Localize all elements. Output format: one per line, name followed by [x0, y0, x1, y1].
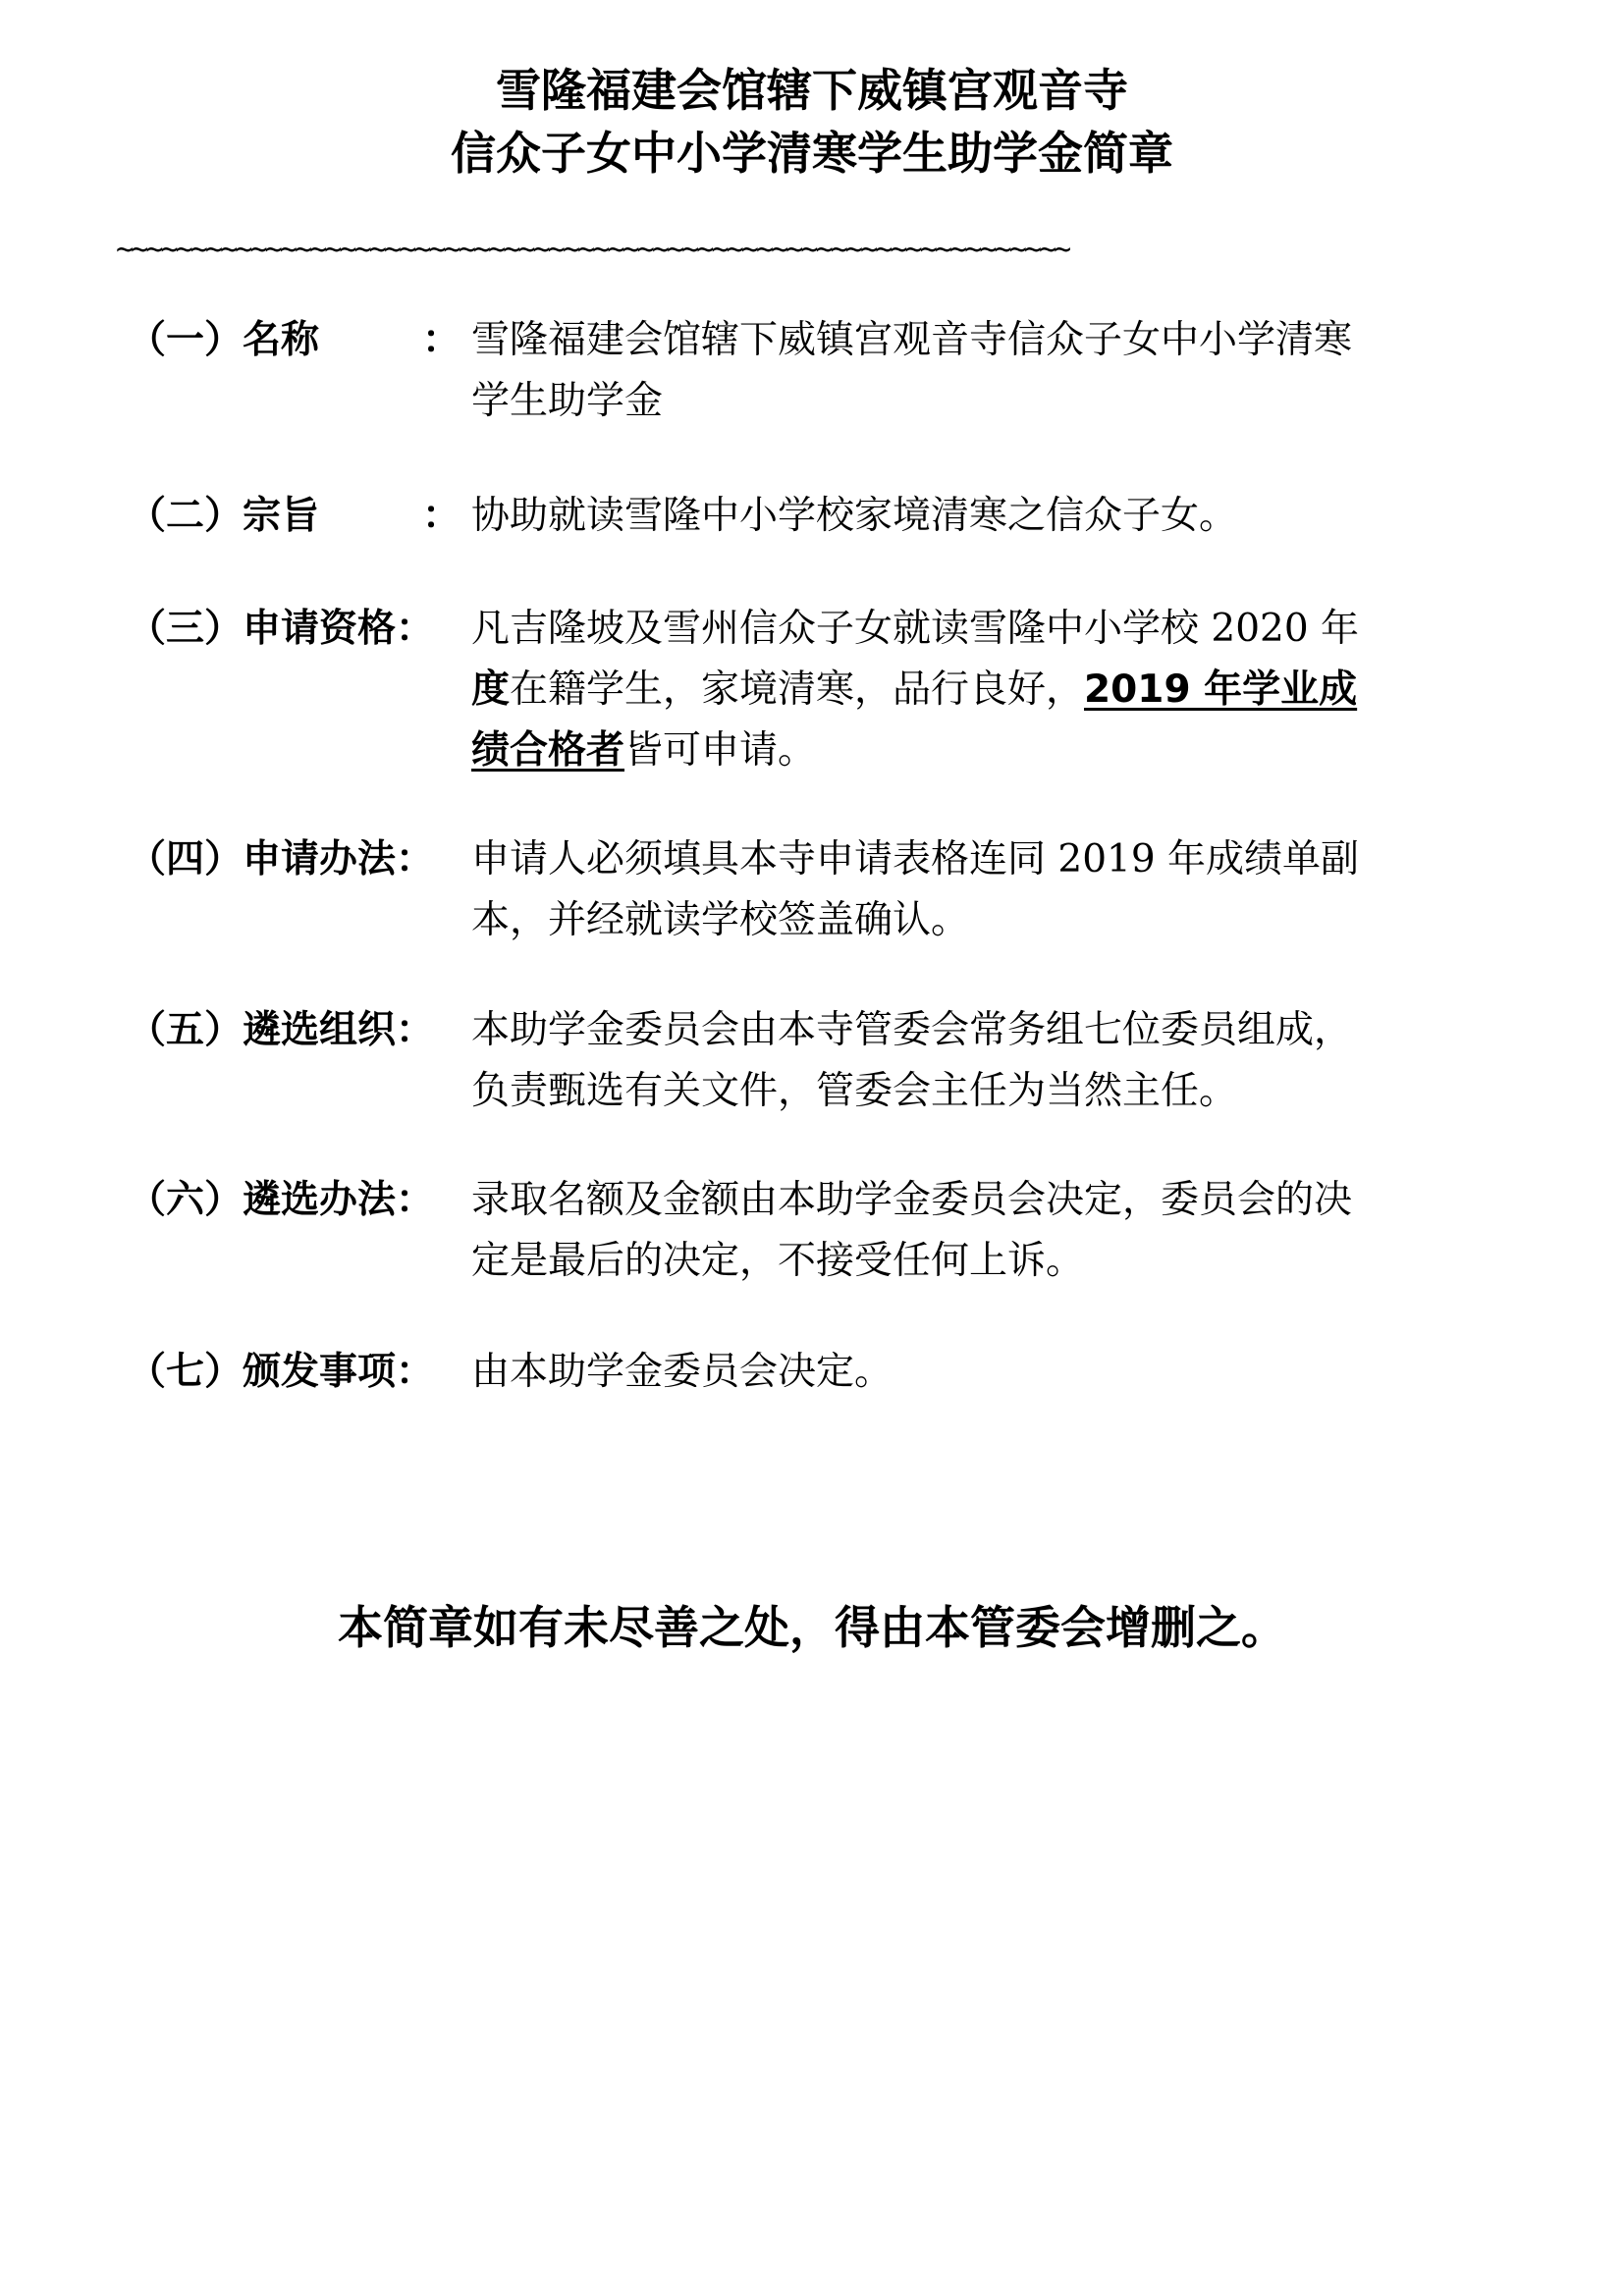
- bold-text: 度: [471, 667, 511, 712]
- section-label: （五）遴选组织：: [128, 1008, 435, 1052]
- section-content: [471, 1000, 1492, 1122]
- content-line: [471, 721, 1492, 781]
- tilde-divider: ~~~~~~~~~~~~~~~~~~~~~~~~~~~~~~~~~~~~~~~~~~~~~~~~~~~~~~~~~~~~~~~~: [116, 236, 1069, 265]
- closing-statement: 本简章如有未尽善之处，得由本管委会增删之。: [338, 1601, 1286, 1654]
- emphasized-text: 绩合格者: [471, 728, 625, 773]
- section-content: [471, 599, 1492, 781]
- section-content: [471, 1342, 1492, 1403]
- content-line: [471, 660, 1492, 721]
- content-line: 负责甄选有关文件，管委会主任为当然主任。: [471, 1069, 1238, 1113]
- section-content: [471, 1170, 1492, 1292]
- content-line: 雪隆福建会馆辖下威镇宫观音寺信众子女中小学清寒: [471, 318, 1353, 362]
- content-line: 申请人必须填具本寺申请表格连同 2019 年成绩单副: [471, 837, 1360, 881]
- content-line: 录取名额及金额由本助学金委员会决定，委员会的决: [471, 1178, 1353, 1222]
- section-colon: ：: [422, 494, 461, 538]
- content-line: 本助学金委员会由本寺管委会常务组七位委员组成，: [471, 1008, 1353, 1052]
- section-content: [471, 829, 1492, 951]
- section-colon: ：: [422, 318, 461, 362]
- section-content: [471, 310, 1492, 432]
- section-label: （二）宗旨: [128, 494, 320, 538]
- document-title-line1: 雪隆福建会馆辖下威镇宫观音寺: [496, 64, 1128, 117]
- emphasized-text: 2019 年学业成: [1084, 667, 1358, 712]
- plain-text: 在籍学生，家境清寒，品行良好，: [510, 667, 1085, 712]
- section-label: （七）颁发事项：: [128, 1350, 435, 1394]
- content-line: 本，并经就读学校签盖确认。: [471, 898, 970, 942]
- content-line: 定是最后的决定，不接受任何上诉。: [471, 1239, 1085, 1283]
- content-line: 凡吉隆坡及雪州信众子女就读雪隆中小学校 2020 年: [471, 607, 1360, 651]
- document-title-line2: 信众子女中小学清寒学生助学金简章: [451, 127, 1173, 180]
- content-line: 协助就读雪隆中小学校家境清寒之信众子女。: [471, 494, 1238, 538]
- content-line: 由本助学金委员会决定。: [471, 1350, 893, 1394]
- section-label: （六）遴选办法：: [128, 1178, 435, 1222]
- section-label: （四）申请办法：: [128, 837, 435, 881]
- section-label: （三）申请资格：: [128, 607, 435, 651]
- content-line: 学生助学金: [471, 379, 664, 423]
- plain-text: 皆可申请。: [624, 728, 817, 773]
- section-content: [471, 486, 1492, 547]
- section-label: （一）名称: [128, 318, 320, 362]
